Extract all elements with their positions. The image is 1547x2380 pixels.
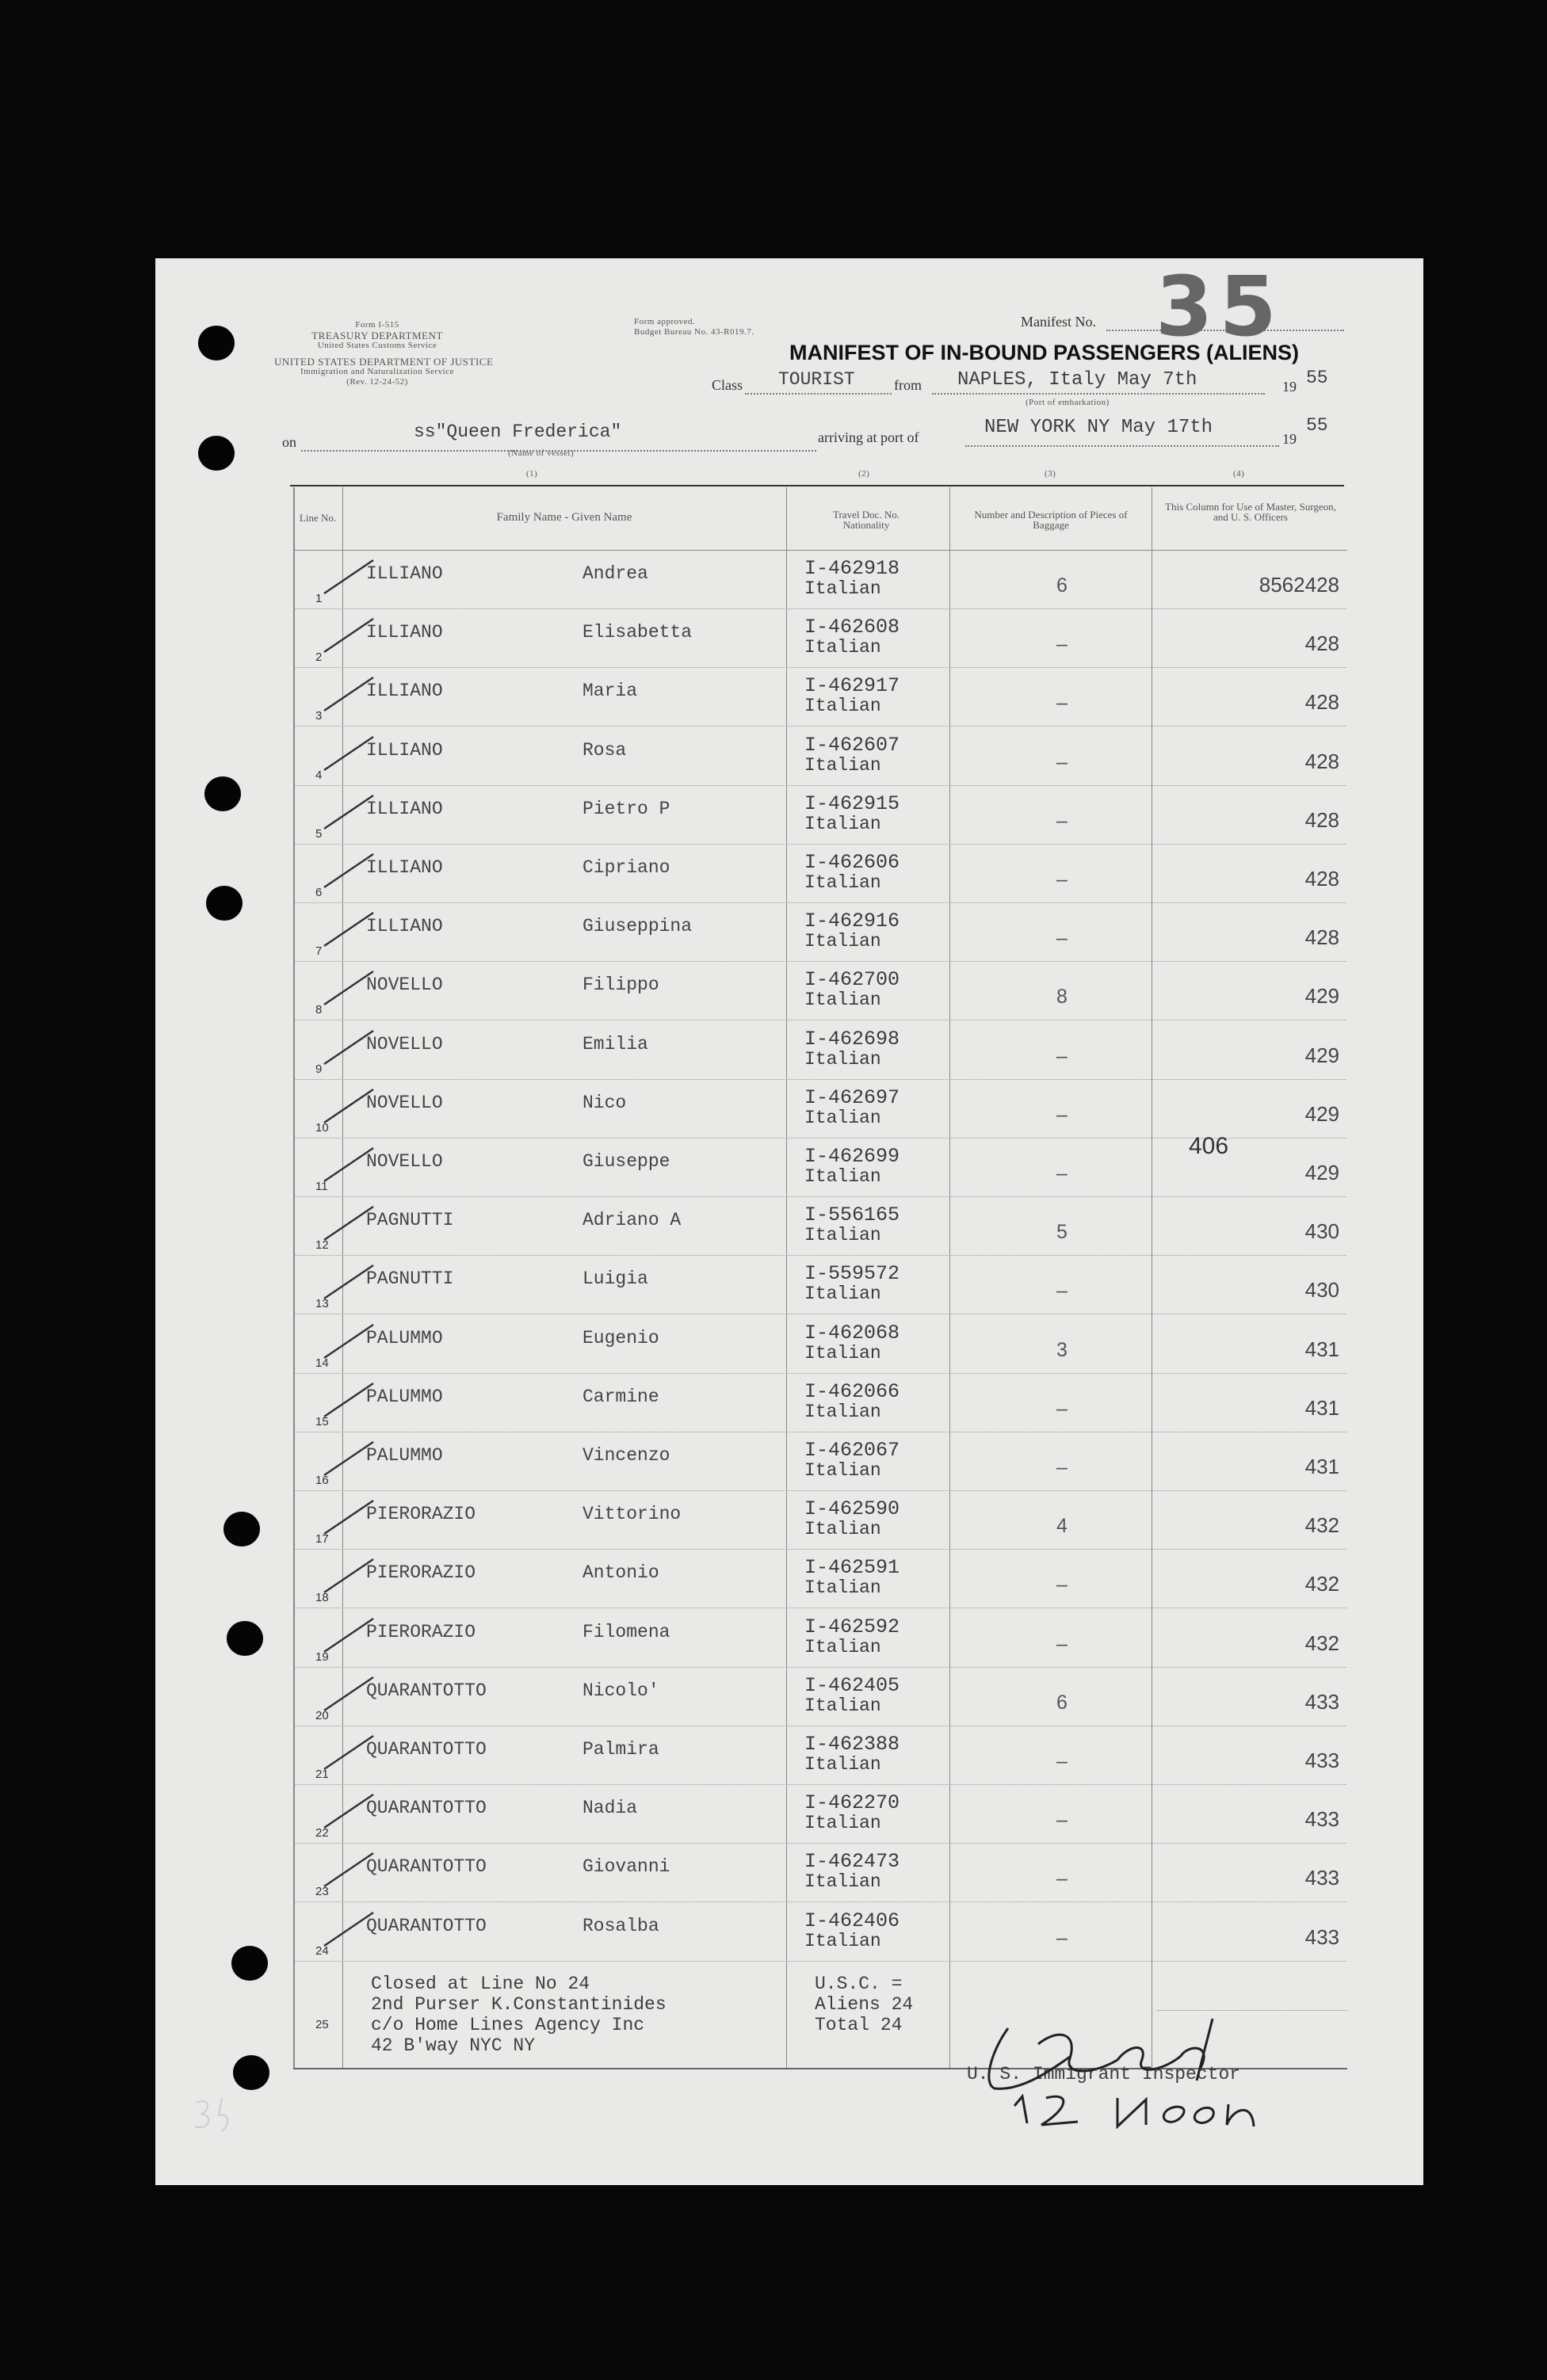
form-number: Form I-515 [355,320,399,330]
travel-doc-no: I-462066 [804,1379,900,1403]
baggage-count: 6 [1056,1691,1068,1714]
travel-doc-no: I-462606 [804,851,900,874]
class-underline [745,393,892,395]
officer-note: 428 [1304,690,1339,715]
closing-note [371,1974,667,2056]
officer-note: 431 [1304,1395,1339,1420]
nationality: Italian [804,1401,881,1422]
baggage-count: – [1056,1103,1068,1126]
given-name: Antonio [583,1562,659,1584]
table-row [293,903,1346,963]
table-row [293,1903,1346,1962]
travel-doc-no: I-462915 [804,791,900,815]
table-row [293,609,1346,669]
baggage-count: 3 [1056,1338,1068,1361]
nationality: Italian [804,1577,881,1599]
family-name: ILLIANO [366,798,443,819]
passenger-table [293,487,1347,2084]
family-name: ILLIANO [366,563,443,584]
line-number: 22 [315,1826,329,1840]
punch-hole [231,1946,268,1981]
nationality: Italian [804,1519,881,1540]
inspector-line [1157,2010,1347,2011]
line-number: 2 [315,650,323,665]
officer-note: 429 [1304,1161,1339,1184]
given-name: Vittorino [583,1504,682,1525]
arriving-label: arriving at port of [818,429,919,445]
nationality: Italian [804,990,881,1011]
table-row [293,1844,1346,1903]
col-num-4: (4) [1233,469,1245,479]
baggage-count: – [1056,1750,1068,1772]
baggage-count: – [1056,1809,1068,1832]
family-name: QUARANTOTTO [366,1798,487,1819]
given-name: Giovanni [583,1856,670,1878]
col-head-name: Family Name - Given Name [496,511,632,524]
table-row [293,1021,1346,1081]
given-name: Filippo [583,975,659,996]
officer-note: 432 [1304,1631,1339,1655]
form-revision: (Rev. 12-24-52) [346,377,408,387]
table-row [293,1609,1346,1669]
officer-note: 428 [1304,631,1339,656]
col-head-baggage: Number and Description of Pieces of Baggage [974,509,1128,531]
vessel-caption: (Name of vessel) [508,448,575,458]
officer-note: 432 [1304,1513,1339,1538]
line-number: 12 [315,1238,329,1253]
family-name: PIERORAZIO [366,1562,476,1584]
baggage-count: – [1056,750,1068,773]
line-number-25: 25 [315,2018,329,2031]
travel-doc-no: I-559572 [804,1262,900,1286]
table-row [293,1080,1346,1139]
embarkation-value: NAPLES, Italy May 7th [957,369,1197,391]
travel-doc-no: I-462698 [804,1027,900,1051]
family-name: PIERORAZIO [366,1621,476,1642]
line-number: 14 [315,1356,329,1370]
table-row [293,1315,1346,1375]
table-row [293,962,1346,1021]
travel-doc-no: I-462067 [804,1439,900,1462]
punch-hole [206,886,243,921]
justice-block [274,356,494,387]
nationality: Italian [804,1636,881,1657]
line-number: 1 [315,592,323,605]
form-approved: Form approved. [634,317,696,326]
approval-block [634,317,754,338]
nationality: Italian [804,1107,881,1128]
given-name: Rosalba [583,1915,659,1936]
table-row [293,1726,1346,1786]
inspector-signature [959,2012,1292,2131]
port-embarkation-caption: (Port of embarkation) [1026,398,1110,407]
treasury-dept: TREASURY DEPARTMENT [311,330,443,341]
travel-doc-no: I-462917 [804,674,900,698]
given-name: Giuseppina [583,916,693,937]
given-name: Vincenzo [583,1445,670,1466]
officer-note: 433 [1304,1807,1339,1832]
justice-dept: UNITED STATES DEPARTMENT OF JUSTICE [274,356,494,368]
line-number: 7 [315,944,323,959]
travel-doc-no: I-462918 [804,557,900,580]
baggage-count: – [1056,1280,1068,1303]
baggage-count: 6 [1056,574,1068,597]
punch-hole [198,326,235,360]
line-number: 6 [315,886,323,899]
punch-hole [204,776,241,811]
line-number: 11 [315,1180,328,1193]
given-name: Eugenio [583,1327,659,1348]
family-name: PALUMMO [366,1386,443,1407]
officer-note: 431 [1304,1337,1339,1361]
table-row [293,1432,1346,1492]
closing-line-1: Closed at Line No 24 [371,1974,590,1994]
travel-doc-no: I-462699 [804,1145,900,1168]
nationality: Italian [804,1048,881,1070]
nationality: Italian [804,1813,881,1834]
travel-doc-no: I-462592 [804,1615,900,1638]
table-row [293,668,1346,727]
from-label: from [894,377,922,393]
closing-line-3: c/o Home Lines Agency Inc [371,2015,645,2035]
travel-doc-no: I-462697 [804,1085,900,1109]
travel-doc-no: I-462270 [804,1791,900,1815]
family-name: QUARANTOTTO [366,1680,487,1701]
row-divider [293,1961,1346,1962]
baggage-count: – [1056,1926,1068,1949]
table-row [293,727,1346,787]
baggage-count: 8 [1056,986,1068,1009]
given-name: Nicolo' [583,1680,659,1701]
travel-doc-no: I-462916 [804,910,900,933]
given-name: Luigia [583,1268,648,1290]
col-head-officers: This Column for Use of Master, Surgeon, and U. S. Officers [1165,501,1336,523]
officer-note: 430 [1304,1219,1339,1244]
baggage-count: – [1056,1397,1068,1420]
family-name: PIERORAZIO [366,1504,476,1525]
officer-note: 429 [1304,984,1339,1009]
given-name: Giuseppe [583,1151,670,1172]
given-name: Pietro P [583,798,670,819]
arrival-underline [965,445,1279,447]
nationality: Italian [804,578,881,599]
officer-note: 429 [1304,1043,1339,1067]
closing-line-2: 2nd Purser K.Constantinides [371,1994,667,2015]
punch-hole [223,1512,260,1547]
line-number: 5 [315,826,323,841]
travel-doc-no: I-462068 [804,1321,900,1344]
vessel-name: ss"Queen Frederica" [414,421,622,442]
travel-doc-no: I-462607 [804,733,900,757]
year-value-2: 55 [1306,415,1328,436]
baggage-count: 4 [1056,1515,1068,1538]
line-number: 10 [315,1120,329,1135]
given-name: Elisabetta [583,622,693,643]
line-number: 24 [315,1943,329,1958]
nationality: Italian [804,1166,881,1187]
travel-doc-no: I-462473 [804,1850,900,1874]
table-row [293,551,1346,610]
travel-doc-no: I-462405 [804,1673,900,1697]
given-name: Filomena [583,1621,670,1642]
manifest-no-label: Manifest No. [1021,314,1096,330]
baggage-count: – [1056,1044,1068,1067]
officer-note: 433 [1304,1924,1339,1949]
table-top-rule [290,485,1344,486]
col-head-line: Line No. [299,512,337,524]
nationality: Italian [804,1342,881,1364]
punch-hole [198,436,235,471]
nationality: Italian [804,1695,881,1716]
line-number: 23 [315,1885,329,1899]
officer-note: 430 [1304,1278,1339,1303]
family-name: PALUMMO [366,1445,443,1466]
line-number: 9 [315,1062,323,1076]
family-name: NOVELLO [366,1092,443,1113]
class-value: TOURIST [778,369,855,390]
inspector-caption: U. S. Immigrant Inspector [967,2064,1241,2084]
travel-doc-no: I-462700 [804,968,900,992]
family-name: PAGNUTTI [366,1210,454,1231]
baggage-count: – [1056,868,1068,891]
baggage-count: – [1056,809,1068,832]
line-number: 19 [315,1650,329,1664]
table-row [293,1491,1346,1550]
total-aliens: Aliens 24 [815,1994,914,2015]
nationality: Italian [804,1460,881,1481]
baggage-count: – [1056,1867,1068,1890]
col-num-1: (1) [526,469,538,479]
officer-note: 428 [1304,749,1339,773]
arrival-port: NEW YORK NY May 17th [984,417,1213,438]
travel-doc-no: I-462406 [804,1909,900,1932]
year-prefix-1: 19 [1282,379,1297,395]
officer-note: 429 [1304,1101,1339,1126]
officer-note: 433 [1304,1689,1339,1714]
nationality: Italian [804,872,881,893]
total-usc: U.S.C. = [815,1974,903,1994]
year-value-1: 55 [1306,368,1328,388]
family-name: QUARANTOTTO [366,1856,487,1878]
travel-doc-no: I-462388 [804,1733,900,1756]
family-name: PALUMMO [366,1327,443,1348]
line-number: 20 [315,1708,329,1722]
given-name: Adriano A [583,1210,682,1231]
travel-doc-no: I-462590 [804,1497,900,1521]
family-name: ILLIANO [366,622,443,643]
ins-service: Immigration and Naturalization Service [300,367,455,376]
nationality: Italian [804,931,881,952]
nationality: Italian [804,1871,881,1893]
family-name: ILLIANO [366,857,443,878]
line-number: 21 [315,1768,329,1781]
officer-note: 433 [1304,1749,1339,1772]
family-name: NOVELLO [366,1151,443,1172]
budget-bureau: Budget Bureau No. 43-R019.7. [634,327,754,337]
table-row [293,786,1346,845]
on-label: on [282,434,296,450]
customs-service: United States Customs Service [317,341,437,350]
col-num-3: (3) [1045,469,1056,479]
given-name: Andrea [583,563,648,584]
given-name: Cipriano [583,857,670,878]
punch-hole [227,1621,263,1656]
col-head-travel: Travel Doc. No. Nationality [832,509,900,531]
margin-note-406: 406 [1189,1133,1229,1159]
table-row [293,1374,1346,1433]
line-number: 15 [315,1414,329,1428]
given-name: Maria [583,681,638,702]
nationality: Italian [804,1754,881,1775]
family-name: PAGNUTTI [366,1268,454,1290]
officer-note: 431 [1304,1455,1339,1478]
nationality: Italian [804,813,881,834]
officer-note: 428 [1304,807,1339,832]
line-number: 16 [315,1474,329,1487]
given-name: Emilia [583,1033,648,1055]
line-number: 18 [315,1591,329,1605]
travel-doc-no: I-556165 [804,1203,900,1227]
line-number: 3 [315,709,323,723]
officer-note: 432 [1304,1572,1339,1596]
family-name: ILLIANO [366,739,443,761]
corner-handwritten-35 [190,2092,238,2139]
nationality: Italian [804,754,881,776]
total-all: Total 24 [815,2015,903,2035]
totals-block [815,1974,913,2035]
baggage-count: 5 [1056,1221,1068,1244]
table-row [293,1668,1346,1727]
given-name: Nico [583,1092,627,1113]
table-row [293,1550,1346,1609]
line-number: 8 [315,1003,323,1017]
given-name: Rosa [583,739,627,761]
travel-doc-no: I-462591 [804,1556,900,1580]
family-name: QUARANTOTTO [366,1915,487,1936]
family-name: NOVELLO [366,975,443,996]
col-num-2: (2) [858,469,870,479]
nationality: Italian [804,637,881,658]
line-number: 4 [315,768,323,782]
nationality: Italian [804,1283,881,1305]
given-name: Nadia [583,1798,638,1819]
closing-line-4: 42 B'way NYC NY [371,2035,536,2056]
form-id-block [274,320,480,351]
baggage-count: – [1056,633,1068,656]
family-name: ILLIANO [366,916,443,937]
baggage-count: – [1056,1162,1068,1184]
table-row [293,1785,1346,1844]
table-row [293,1197,1346,1257]
line-number: 17 [315,1532,329,1547]
manifest-title: MANIFEST OF IN-BOUND PASSENGERS (ALIENS) [789,341,1300,364]
table-row [293,1256,1346,1315]
baggage-count: – [1056,692,1068,715]
line-number: 13 [315,1297,329,1311]
class-label: Class [712,377,743,393]
officer-note: 8562428 [1259,573,1339,597]
punch-hole [233,2055,269,2090]
given-name: Palmira [583,1739,659,1760]
baggage-count: – [1056,927,1068,950]
nationality: Italian [804,1930,881,1951]
baggage-count: – [1056,1573,1068,1596]
manifest-number: 35 [1155,258,1283,355]
officer-note: 428 [1304,867,1339,891]
baggage-count: – [1056,1632,1068,1655]
family-name: ILLIANO [366,681,443,702]
nationality: Italian [804,1225,881,1246]
family-name: QUARANTOTTO [366,1739,487,1760]
family-name: NOVELLO [366,1033,443,1055]
year-prefix-2: 19 [1282,431,1297,447]
officer-note: 428 [1304,925,1339,950]
nationality: Italian [804,696,881,717]
baggage-count: – [1056,1456,1068,1478]
from-underline [932,393,1265,395]
officer-note: 433 [1304,1866,1339,1890]
travel-doc-no: I-462608 [804,616,900,639]
table-row [293,845,1346,904]
given-name: Carmine [583,1386,659,1407]
